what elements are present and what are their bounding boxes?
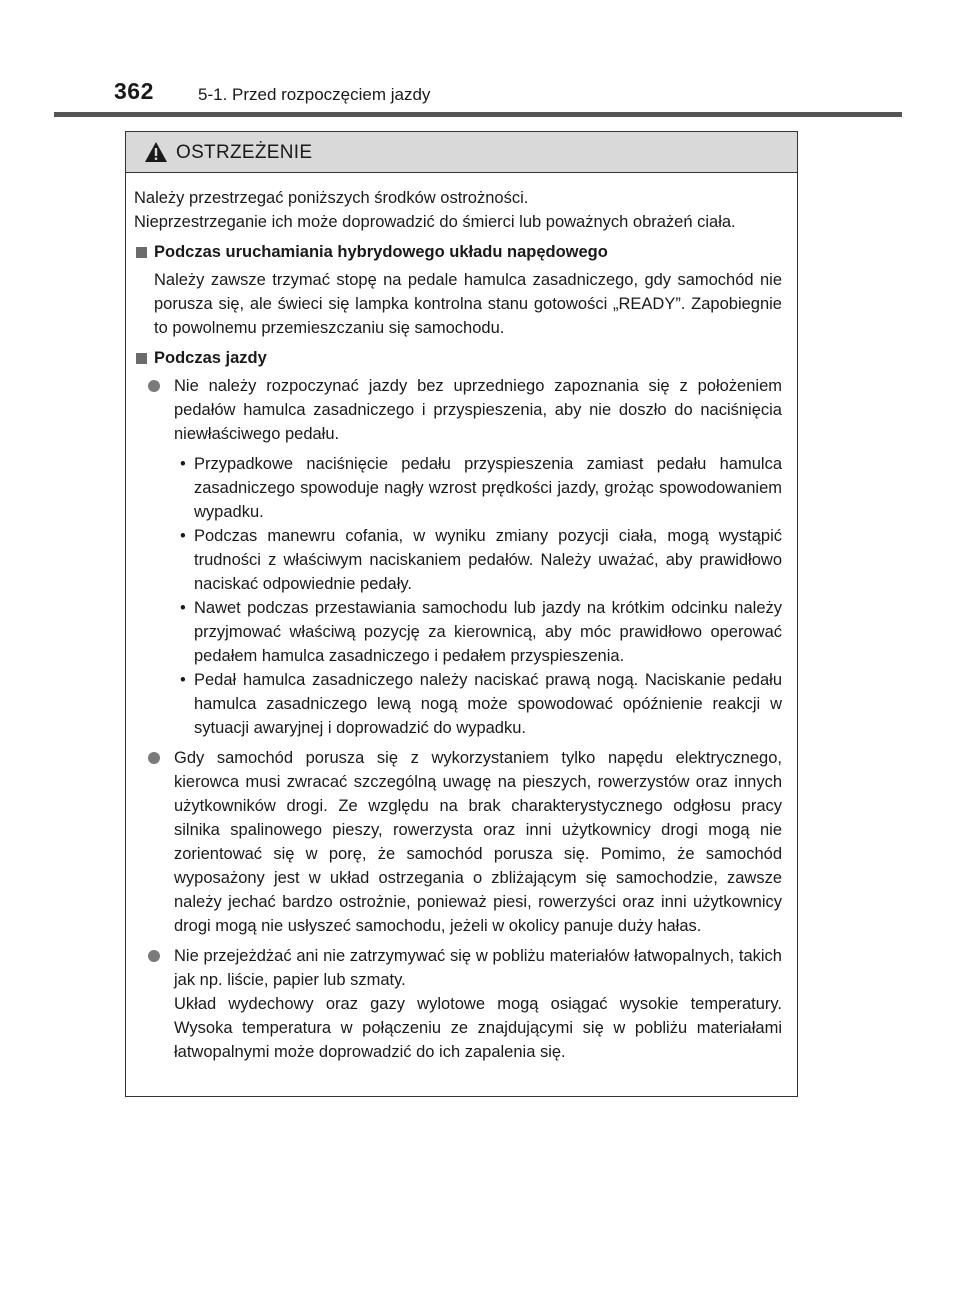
sub-marker: • (180, 527, 186, 545)
sub-item (134, 452, 782, 524)
circle-bullet-icon (148, 380, 160, 392)
sub-marker: • (180, 455, 186, 473)
bullet-extra-text: Układ wydechowy oraz gazy wylotowe mogą osiągać wysokie temperatury. Wysoka temperatura w połączeniu ze znajdującymi się w pobliżu materiałami łatwopalnymi może doprowadzić do ich zapalenia się. (174, 995, 782, 1061)
section-title: 5-1. Przed rozpoczęciem jazdy (198, 85, 431, 104)
sub-marker: • (180, 599, 186, 617)
intro-text (134, 186, 782, 234)
warning-title: OSTRZEŻENIE (176, 142, 313, 163)
sub-item-text: Nawet podczas przestawiania samochodu lub jazdy na krótkim odcinku należy przyjmować właściwą pozycję za kierownicą, aby móc prawidłowo operować pedałem hamulca zasadniczego i pedałem przyspieszenia. (194, 599, 782, 665)
header-divider (54, 112, 902, 117)
circle-bullet-icon (148, 950, 160, 962)
bullet-item (134, 746, 782, 938)
warning-triangle-icon (144, 141, 168, 163)
section-paragraph: Należy zawsze trzymać stopę na pedale hamulca zasadniczego, gdy samochód nie porusza się, ale świeci się lampka kontrolna stanu gotowości „READY”. Zapobiegnie to powolnemu przemieszczaniu się samochodu. (154, 271, 782, 337)
bullet-item (134, 944, 782, 1064)
bullet-text: Gdy samochód porusza się z wykorzystaniem tylko napędu elektrycznego, kierowca musi zwracać szczególną uwagę na pieszych, rowerzystów oraz innych użytkowników drogi. Ze względu na brak charakterystycznego odgłosu pracy silnika spalinowego pieszy, rowerzysta oraz inni użytkownicy drogi mogą nie zorientować się w porę, że samochód porusza się. Pomimo, że samochód wyposażony jest w układ ostrzegania o zbliżającym się samochodzie, zawsze należy jechać bardzo ostrożnie, ponieważ piesi, rowerzyści oraz inni użytkownicy drogi mogą nie usłyszeć samochodu, jeżeli w okolicy panuje duży hałas. (174, 749, 782, 935)
warning-box (125, 131, 798, 1097)
sub-item-text: Pedał hamulca zasadniczego należy naciskać prawą nogą. Naciskanie pedału hamulca zasadniczego lewą nogą może spowodować opóźnienie reakcji w sytuacji awaryjnej i doprowadzić do wypadku. (194, 671, 782, 737)
bullet-item (134, 374, 782, 446)
bullet-text: Nie przejeżdżać ani nie zatrzymywać się w pobliżu materiałów łatwopalnych, takich jak np. liście, papier lub szmaty. (174, 947, 782, 989)
warning-body (126, 173, 797, 1064)
sub-item (134, 524, 782, 596)
sub-item (134, 668, 782, 740)
bullet-text: Nie należy rozpoczynać jazdy bez uprzedniego zapoznania się z położeniem pedałów hamulca zasadniczego i przyspieszenia, aby nie doszło do naciśnięcia niewłaściwego pedału. (174, 377, 782, 443)
circle-bullet-icon (148, 752, 160, 764)
section-heading-text: Podczas jazdy (154, 349, 267, 367)
sub-marker: • (180, 671, 186, 689)
sub-item (134, 596, 782, 668)
square-bullet-icon (136, 353, 147, 364)
sub-item-text: Podczas manewru cofania, w wyniku zmiany pozycji ciała, mogą wystąpić trudności z właściwym naciskaniem pedałów. Należy uważać, aby prawidłowo naciskać odpowiednie pedały. (194, 527, 782, 593)
square-bullet-icon (136, 247, 147, 258)
section-heading (134, 240, 782, 264)
page-header (0, 0, 960, 120)
section-heading-text: Podczas uruchamiania hybrydowego układu napędowego (154, 243, 608, 261)
warning-header (126, 132, 797, 173)
sub-list (134, 452, 782, 740)
intro-line: Nieprzestrzeganie ich może doprowadzić do śmierci lub poważnych obrażeń ciała. (134, 213, 736, 231)
intro-line: Należy przestrzegać poniższych środków ostrożności. (134, 189, 529, 207)
sub-item-text: Przypadkowe naciśnięcie pedału przyspieszenia zamiast pedału hamulca zasadniczego spowoduje nagły wzrost prędkości jazdy, grożąc spowodowaniem wypadku. (194, 455, 782, 521)
page-number: 362 (114, 78, 154, 104)
section-heading (134, 346, 782, 370)
